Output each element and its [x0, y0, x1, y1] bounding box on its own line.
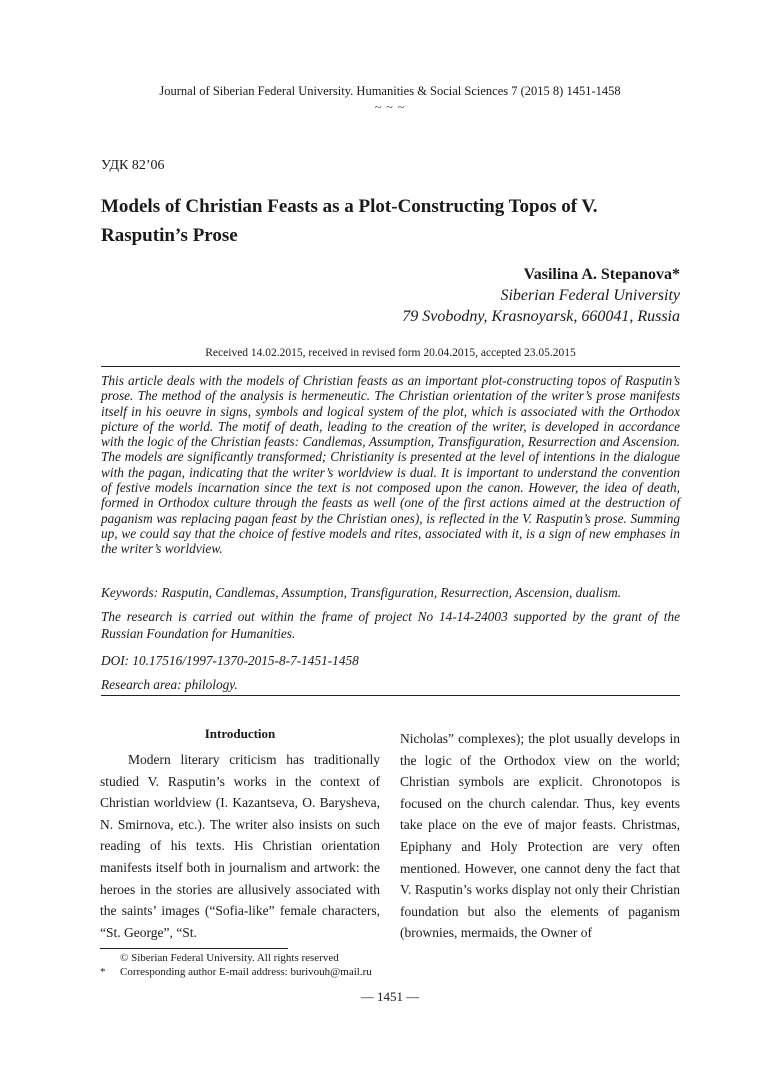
- abstract-top-rule: [101, 366, 680, 367]
- page-number: — 1451 —: [360, 989, 420, 1004]
- keywords: Keywords: Rasputin, Candlemas, Assumption, Transfiguration, Resurrection, Ascension, dualism.: [101, 585, 622, 600]
- corresponding-author-email: Corresponding author E-mail address: burivouh@mail.ru: [120, 966, 372, 978]
- udk-code: УДК 82’06: [101, 158, 165, 173]
- header-ornament: ~ ~ ~: [374, 100, 406, 114]
- abstract-bottom-rule: [101, 695, 680, 696]
- journal-header: Journal of Siberian Federal University. Humanities & Social Sciences 7 (2015 8) 1451-1458: [159, 84, 621, 98]
- body-text-right-column: Nicholas” complexes); the plot usually develops in the logic of the Orthodox view on the world; Christian symbols are explicit. Chronotopos is focused on the church calendar. Thus, key events take place on the eve of major feasts. Christmas, Epiphany and Holy Protection are very often mentioned. However, one cannot deny the fact that V. Rasputin’s works display not only their Christian foundation but also the elements of paganism (brownies, mermaids, the Owner of: [400, 731, 680, 941]
- author-block: [402, 264, 680, 327]
- copyright-footnote: © Siberian Federal University. All rights reserved: [120, 952, 339, 964]
- corresponding-footnote: [100, 966, 372, 979]
- research-area: Research area: philology.: [101, 677, 238, 692]
- introduction-heading: Introduction: [204, 726, 276, 741]
- footnote-rule: [100, 948, 288, 949]
- doi: DOI: 10.17516/1997-1370-2015-8-7-1451-1458: [101, 653, 359, 668]
- article-title: Models of Christian Feasts as a Plot-Constructing Topos of V. Rasputin’s Prose: [101, 196, 598, 246]
- received-dates: Received 14.02.2015, received in revised form 20.04.2015, accepted 23.05.2015: [205, 347, 576, 359]
- funding-note: The research is carried out within the frame of project No 14-14-24003 supported by the grant of the Russian Foundation for Humanities.: [101, 609, 680, 641]
- author-address: 79 Svobodny, Krasnoyarsk, 660041, Russia: [402, 308, 680, 325]
- body-text-left-column: Modern literary criticism has traditionally studied V. Rasputin’s works in the context of Christian worldview (I. Kazantseva, O. Barysheva, N. Smirnova, etc.). The writer also insists on such reading of his texts. His Christian orientation manifests itself both in journalism and artwork: the heroes in the stories are allusively associated with the saints’ images (“Sofia-like” female characters, “St. George”, “St.: [100, 752, 380, 940]
- author-affiliation: Siberian Federal University: [500, 287, 680, 304]
- author-name: Vasilina A. Stepanova*: [523, 266, 680, 283]
- abstract: This article deals with the models of Christian feasts as an important plot-constructing topos of Rasputin’s prose. The method of the analysis is hermeneutic. The Christian orientation of the writer’s prose manifests itself in his oeuvre in signs, symbols and logical system of the plot, which is associated with the Orthodox picture of the world. The motif of death, leading to the creation of the writer, is developed in accordance with the logic of the Christian feasts: Candlemas, Assumption, Transfiguration, Resurrection and Ascension. The models are significantly transformed; Christianity is presented at the level of intentions in the dialogue with the pagan, indicating that the writer’s worldview is dual. It is important to understand the convention of festive models incarnation since the text is not composed upon the canon. However, the idea of death, formed in Orthodox culture through the feasts as well (one of the first actions aimed at the destruction of paganism was replacing pagan feast by the Christian ones), is reflected in the V. Rasputin’s prose. Summing up, we could say that the choice of festive models and rites, associated with it, is a sign of new emphases in the writer’s worldview.: [101, 373, 680, 557]
- footnote-asterisk: *: [100, 966, 106, 978]
